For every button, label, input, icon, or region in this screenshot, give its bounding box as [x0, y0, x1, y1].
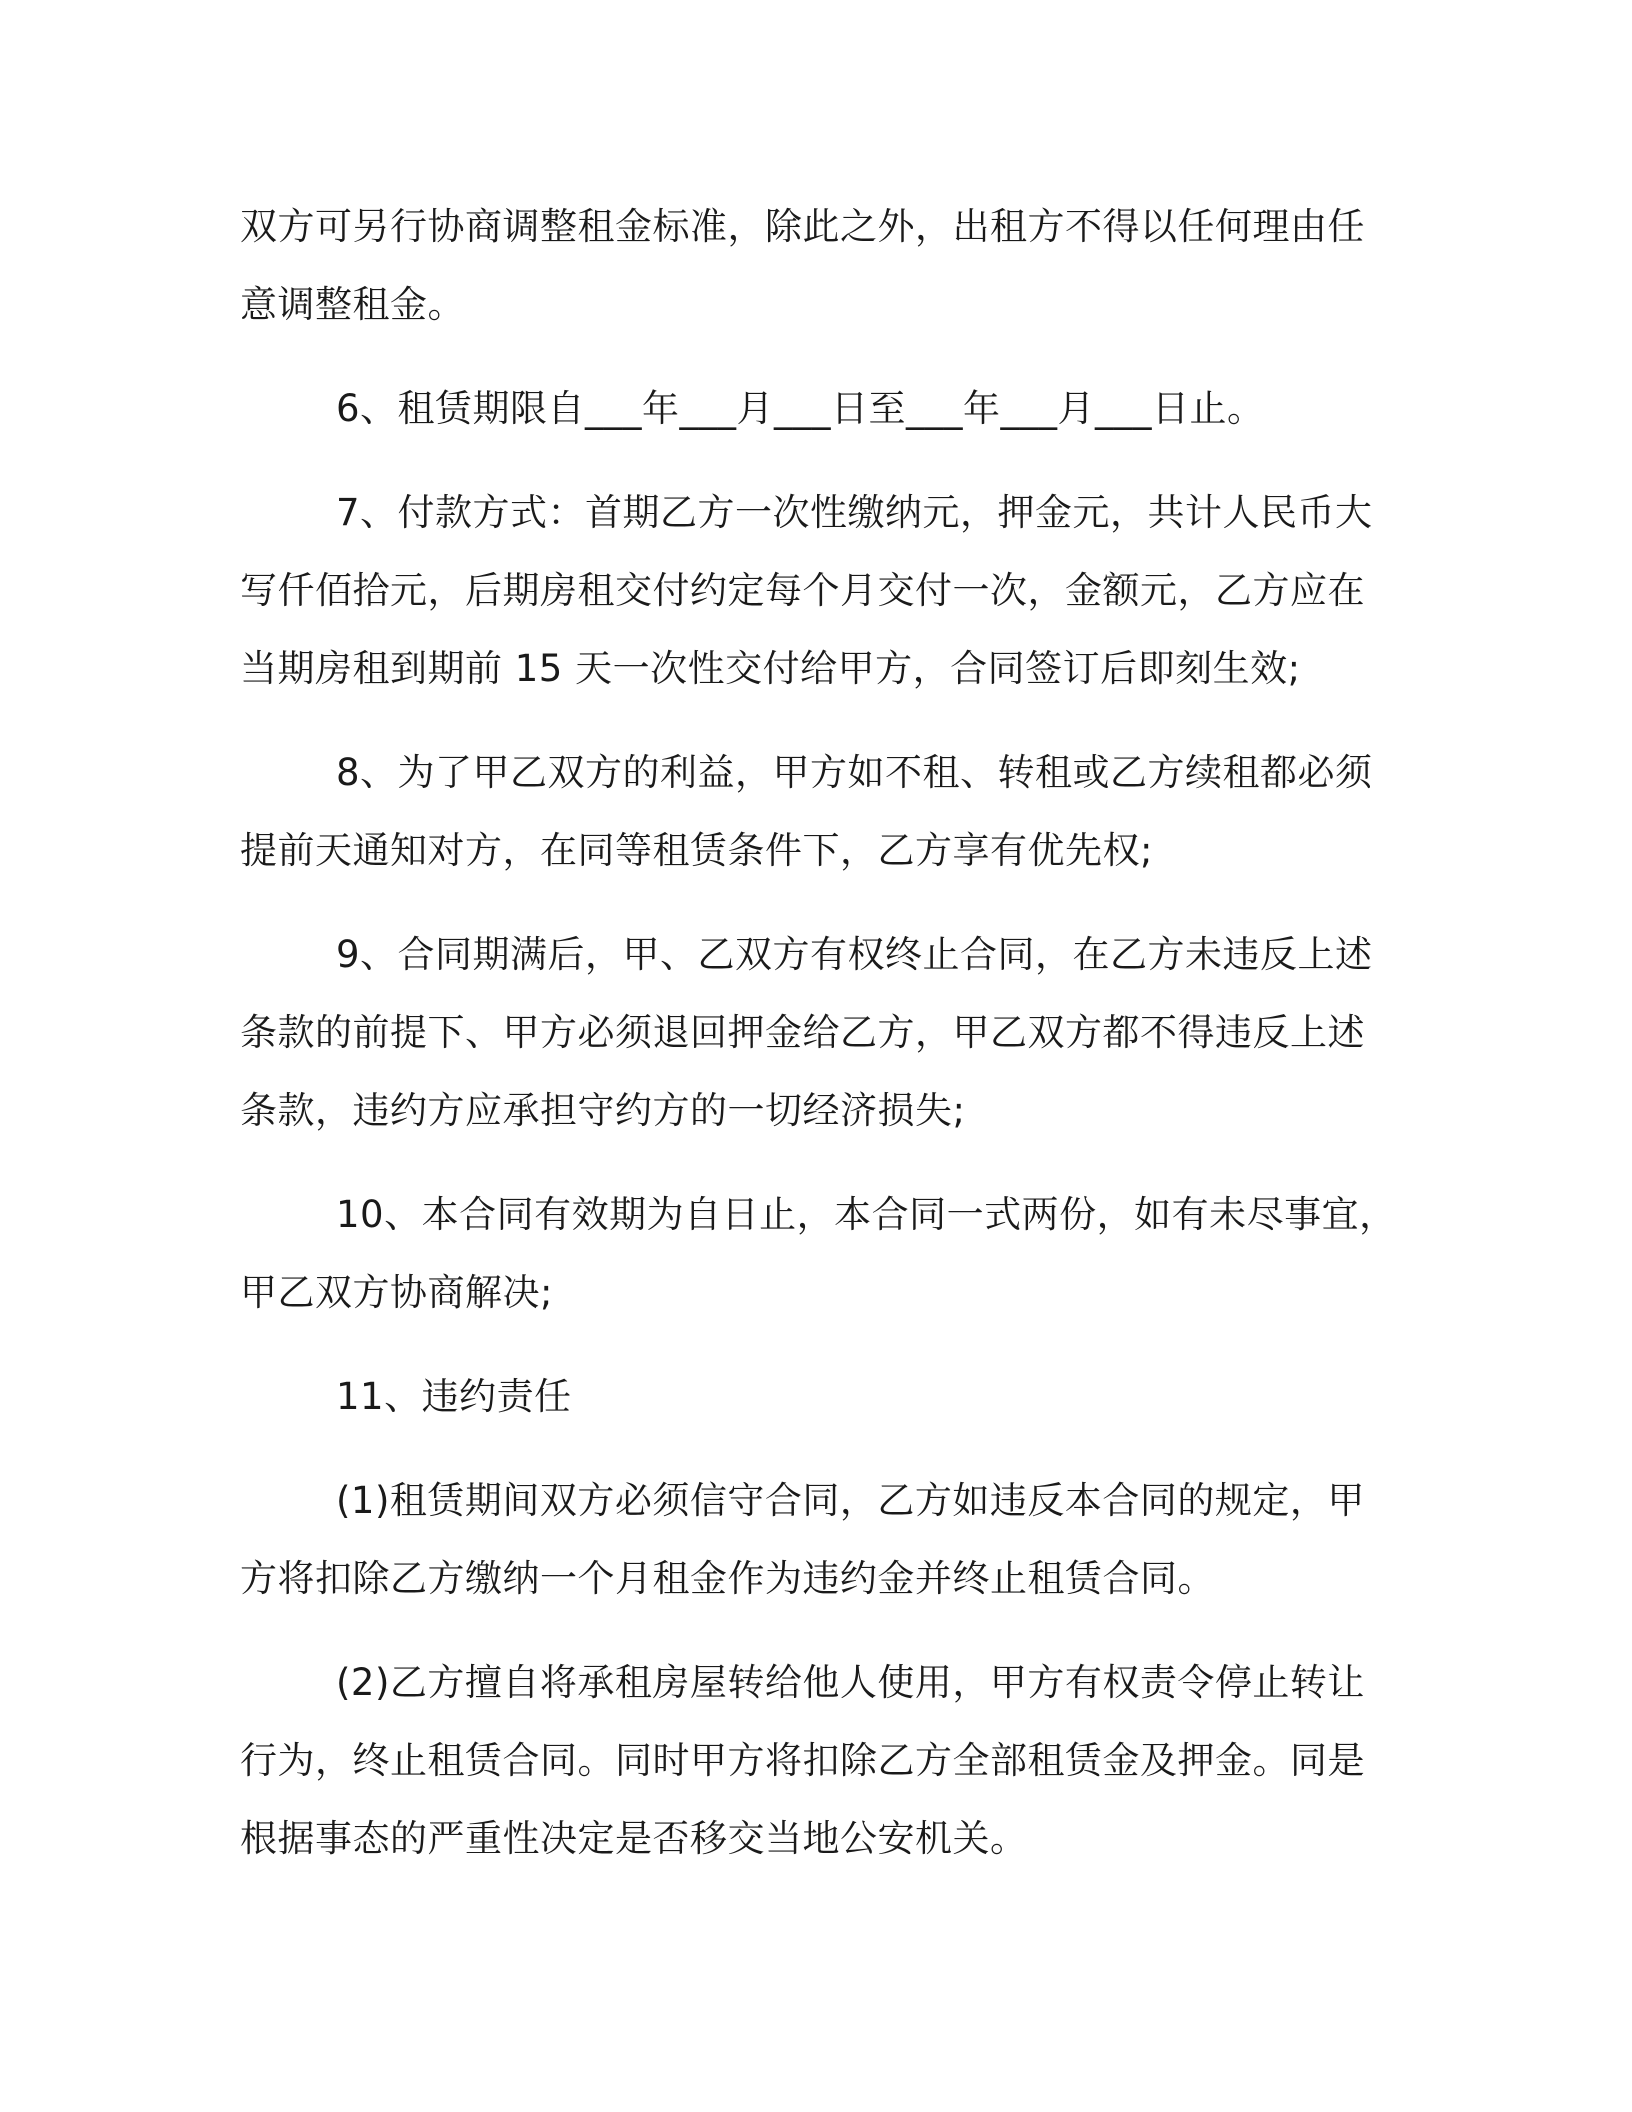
- paragraph-rent-adjustment: [240, 188, 1380, 344]
- text-line: 甲乙双方协商解决;: [240, 1271, 553, 1314]
- text-line: 8、为了甲乙双方的利益，甲方如不租、转租或乙方续租都必须: [336, 751, 1373, 794]
- text-line: 根据事态的严重性决定是否移交当地公安机关。: [240, 1817, 1028, 1860]
- paragraph-clause-11-item-2: [240, 1644, 1380, 1878]
- text-line: 行为，终止租赁合同。同时甲方将扣除乙方全部租赁金及押金。同是: [240, 1739, 1365, 1782]
- paragraph-clause-8-notice: [240, 734, 1380, 890]
- text-line: 10、本合同有效期为自日止，本合同一式两份，如有未尽事宜，: [336, 1193, 1397, 1236]
- paragraph-clause-11-heading: [240, 1358, 1380, 1436]
- text-line: 7、付款方式：首期乙方一次性缴纳元，押金元，共计人民币大: [336, 491, 1373, 534]
- text-line: 意调整租金。: [240, 283, 465, 326]
- document-page: [240, 188, 1397, 1904]
- text-line: 方将扣除乙方缴纳一个月租金作为违约金并终止租赁合同。: [240, 1557, 1215, 1600]
- text-line: (1)租赁期间双方必须信守合同，乙方如违反本合同的规定，甲: [336, 1479, 1365, 1522]
- paragraph-clause-10-validity: [240, 1176, 1397, 1332]
- paragraph-clause-6-lease-term: [240, 370, 1380, 448]
- text-line: 双方可另行协商调整租金标准，除此之外，出租方不得以任何理由任: [240, 205, 1365, 248]
- paragraph-clause-11-item-1: [240, 1462, 1380, 1618]
- paragraph-clause-9-expiry: [240, 916, 1380, 1150]
- text-line: 当期房租到期前 15 天一次性交付给甲方，合同签订后即刻生效;: [240, 647, 1301, 690]
- text-line: 11、违约责任: [336, 1375, 572, 1418]
- text-line: 条款的前提下、甲方必须退回押金给乙方，甲乙双方都不得违反上述: [240, 1011, 1365, 1054]
- text-line: 条款，违约方应承担守约方的一切经济损失;: [240, 1089, 966, 1132]
- text-line: 9、合同期满后，甲、乙双方有权终止合同，在乙方未违反上述: [336, 933, 1373, 976]
- text-line: (2)乙方擅自将承租房屋转给他人使用，甲方有权责令停止转让: [336, 1661, 1365, 1704]
- text-line: 提前天通知对方，在同等租赁条件下，乙方享有优先权;: [240, 829, 1153, 872]
- text-line: 写仟佰拾元，后期房租交付约定每个月交付一次，金额元，乙方应在: [240, 569, 1365, 612]
- paragraph-clause-7-payment: [240, 474, 1380, 708]
- text-line: 6、租赁期限自___年___月___日至___年___月___日止。: [336, 387, 1265, 430]
